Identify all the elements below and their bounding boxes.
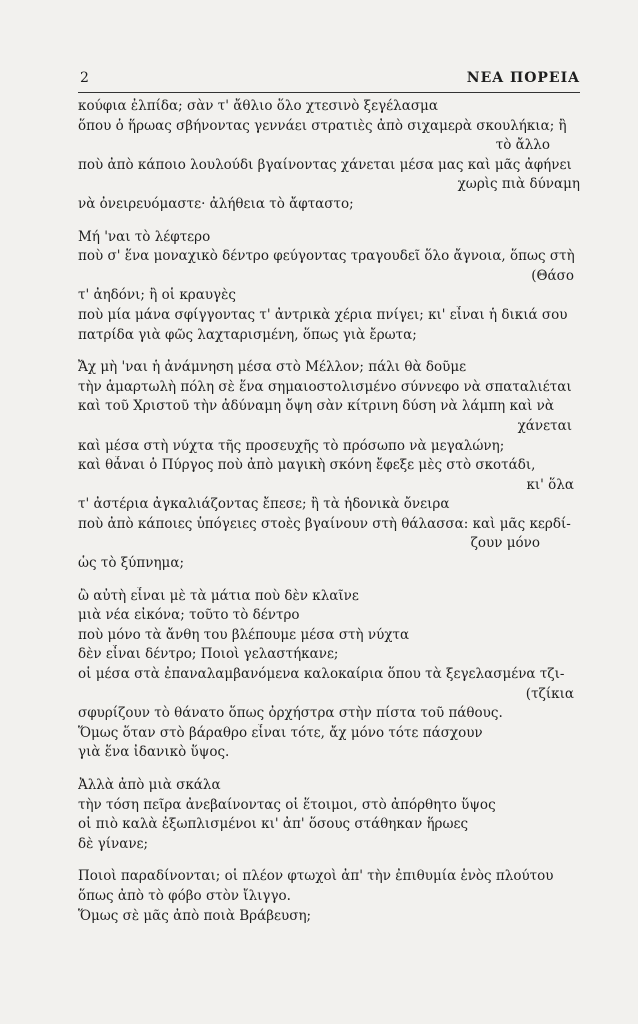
- poem-line: τὴν τόση πεῖρα ἀνεβαίνοντας οἱ ἕτοιμοι, στὸ ἀπόρθητο ὕψος: [78, 796, 496, 813]
- poem-line: ὅπως ἀπὸ τὸ φόβο στὸν ἴλιγγο.: [78, 887, 291, 904]
- poem-line: γιὰ ἕνα ἰδανικὸ ὕψος.: [78, 744, 230, 761]
- poem-line: Ἄχ μὴ 'ναι ἡ ἀνάμνηση μέσα στὸ Μέλλον; πάλι θὰ δοῦμε: [78, 359, 467, 376]
- poem-line: καὶ μέσα στὴ νύχτα τῆς προσευχῆς τὸ πρόσωπο νὰ μεγαλώνη;: [78, 437, 505, 454]
- page-number: 2: [80, 70, 89, 86]
- poem-line: τ' ἀηδόνι; ἢ οἱ κραυγὲς: [78, 287, 236, 304]
- poem-line: ποὺ μία μάνα σφίγγοντας τ' ἀντρικὰ χέρια πνίγει; κι' εἶναι ἡ δικιά σου: [78, 306, 568, 323]
- poem-line: ὢ αὐτὴ εἶναι μὲ τὰ μάτια ποὺ δὲν κλαῖνε: [78, 587, 359, 604]
- poem-line: δὲ γίνανε;: [78, 835, 149, 852]
- poem-line: πατρίδα γιὰ φῶς λαχταρισμένη, ὅπως γιὰ ἔρωτα;: [78, 326, 417, 343]
- poem-line: Ἀλλὰ ἀπὸ μιὰ σκάλα: [78, 777, 221, 793]
- poem-line: Ποιοὶ παραδίνονται; οἱ πλέον φτωχοὶ ἀπ' τὴν ἐπιθυμία ἑνὸς πλούτου: [78, 868, 554, 885]
- poem-line: ὡς τὸ ξύπνημα;: [78, 555, 184, 572]
- poem-line: (Θάσο: [531, 267, 574, 284]
- poem-line: ὅπου ὁ ἥρωας σβήνοντας γεννάει στρατιὲς ἀπὸ σιχαμερὰ σκουλήκια; ἢ: [78, 117, 567, 134]
- poem-line: κι' ὅλα: [526, 476, 574, 493]
- poem-line: τ' ἀστέρια ἀγκαλιάζοντας ἔπεσε; ἢ τὰ ἡδονικὰ ὄνειρα: [78, 496, 450, 513]
- poem-line: οἱ μέσα στὰ ἐπαναλαμβανόμενα καλοκαίρια ὅπου τὰ ξεγελασμένα τζι-: [78, 666, 565, 683]
- running-header: [78, 68, 580, 93]
- poem-line: σφυρίζουν τὸ θάνατο ὅπως ὀρχήστρα στὴν πίστα τοῦ πάθους.: [78, 705, 503, 722]
- poem-line: ποὺ σ' ἕνα μοναχικὸ δέντρο φεύγοντας τραγουδεῖ ὅλο ἄγνοια, ὅπως στὴ: [78, 248, 575, 265]
- poem-line: ποὺ ἀπὸ κάποιες ὑπόγειες στοὲς βγαίνουν στὴ θάλασσα: καὶ μᾶς κερδί-: [78, 515, 571, 532]
- poem-line: καὶ θἆναι ὁ Πύργος ποὺ ἀπὸ μαγικὴ σκόνη ἔφεξε μὲς στὸ σκοτάδι,: [78, 457, 536, 474]
- journal-title: ΝΕΑ ΠΟΡΕΙΑ: [466, 70, 580, 86]
- poem-line: Ὅμως σὲ μᾶς ἀπὸ ποιὰ Βράβευση;: [78, 907, 312, 924]
- poem-line: τὴν ἁμαρτωλὴ πόλη σὲ ἕνα σημαιοστολισμένο σύννεφο νὰ σπαταλιέται: [78, 378, 572, 395]
- poem-line: Μή 'ναι τὸ λέφτερο: [78, 228, 211, 245]
- poem-line: κούφια ἐλπίδα; σὰν τ' ἄθλιο ὅλο χτεσινὸ ξεγέλασμα: [78, 98, 438, 114]
- poem-line: οἱ πιὸ καλὰ ἐξωπλισμένοι κι' ἀπ' ὅσους στάθηκαν ἥρωες: [78, 816, 469, 833]
- poem-line: καὶ τοῦ Χριστοῦ τὴν ἀδύναμη ὄψη σὰν κίτρινη δύση νὰ λάμπη καὶ νὰ: [78, 398, 555, 415]
- poem-line: τὸ ἄλλο: [495, 137, 550, 154]
- poem-line: Ὅμως ὅταν στὸ βάραθρο εἶναι τότε, ἄχ μόνο τότε πάσχουν: [78, 724, 483, 741]
- poem-line: (τζίκια: [525, 685, 574, 702]
- poem-line: ποὺ μόνο τὰ ἄνθη του βλέπουμε μέσα στὴ νύχτα: [78, 626, 410, 643]
- poem-line: ποὺ ἀπὸ κάποιο λουλούδι βγαίνοντας χάνεται μέσα μας καὶ μᾶς ἀφήνει: [78, 156, 572, 173]
- poem-line: δὲν εἶναι δέντρο; Ποιοὶ γελαστήκανε;: [78, 646, 339, 663]
- poem-text: [78, 97, 580, 926]
- poem-line: μιὰ νέα εἰκόνα; τοῦτο τὸ δέντρο: [78, 607, 300, 624]
- poem-line: χάνεται: [517, 417, 572, 434]
- poem-line: ζουν μόνο: [470, 535, 540, 552]
- poem-line: νὰ ὀνειρευόμαστε· ἀλήθεια τὸ ἄφταστο;: [78, 195, 354, 212]
- poem-line: χωρὶς πιὰ δύναμη: [457, 176, 580, 193]
